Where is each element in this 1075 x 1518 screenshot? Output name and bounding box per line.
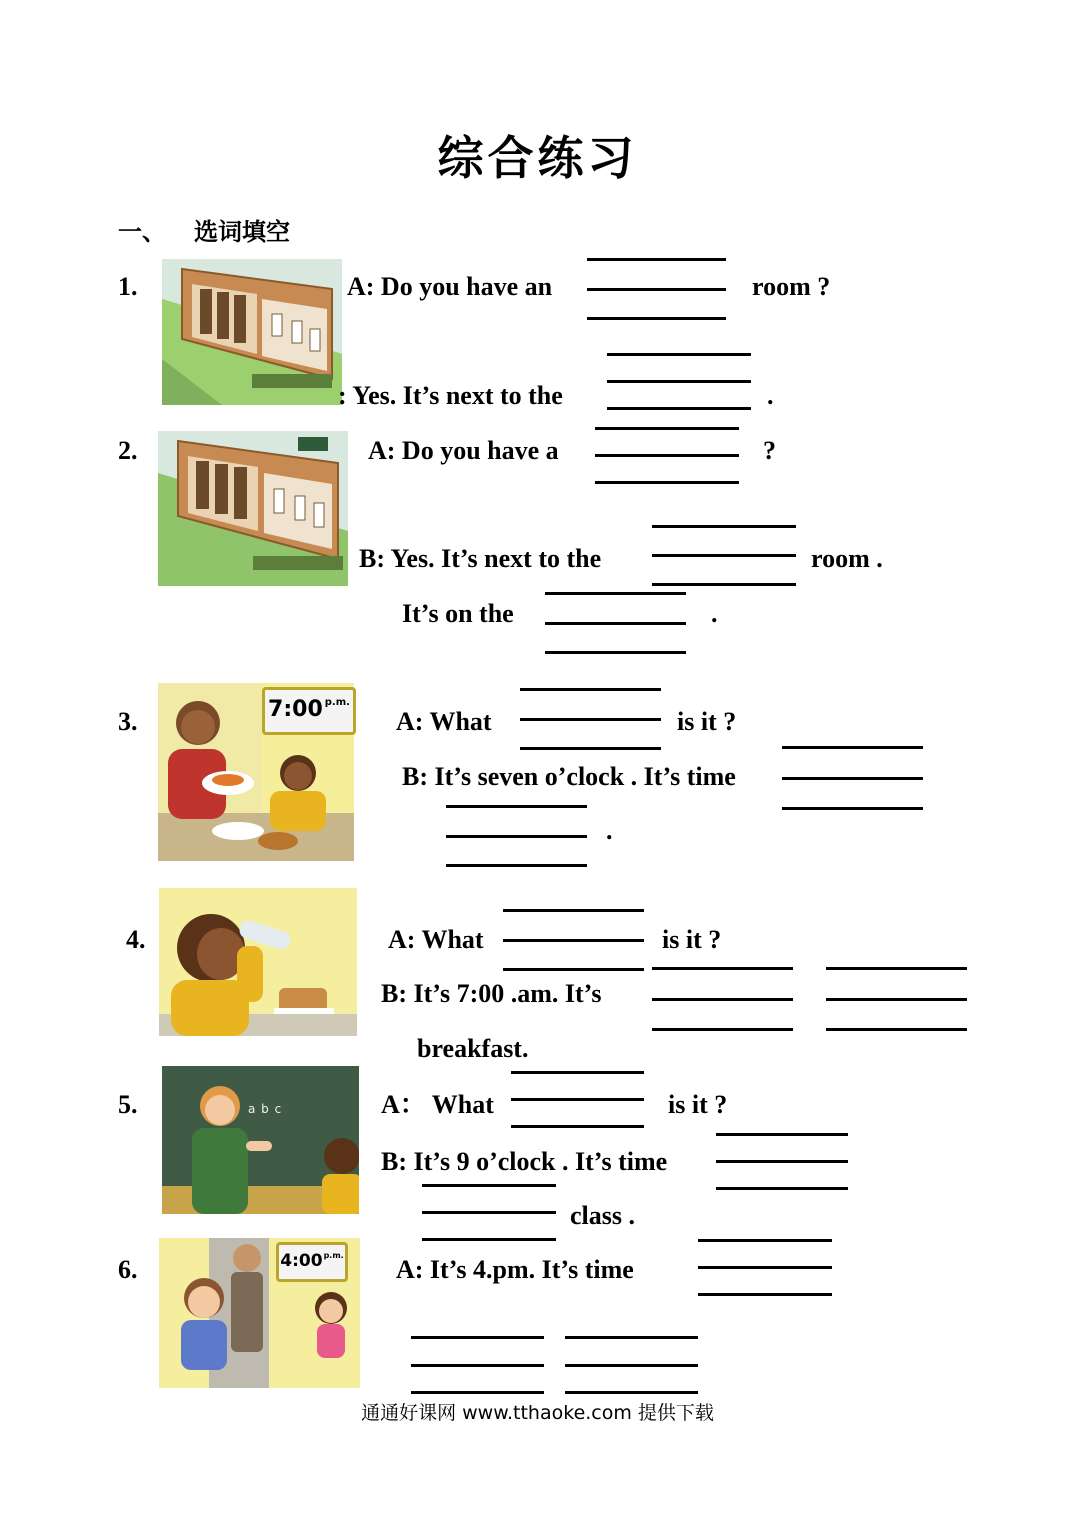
answer-blank[interactable] (565, 1336, 698, 1394)
answer-blank[interactable] (782, 746, 923, 810)
answer-blank[interactable] (545, 592, 686, 654)
item-number: 6. (118, 1255, 138, 1284)
section-label: 选词填空 (194, 218, 290, 246)
clock-time: 7:00 (268, 697, 323, 722)
answer-blank[interactable] (422, 1184, 556, 1241)
section-number: 一、 (118, 218, 166, 246)
clock-time: 4:00 (280, 1251, 323, 1271)
footer-text: 通通好课网 www.tthaoke.com 提供下载 (361, 1402, 714, 1424)
question-a-tail: is it ? (677, 707, 737, 736)
answer-b: B: It’s 7:00 .am. It’s (381, 979, 602, 1008)
answer-c: breakfast. (417, 1034, 529, 1063)
answer-c-tail: . (606, 816, 613, 845)
clock-display (262, 687, 356, 735)
breakfast-image (159, 888, 357, 1036)
answer-b: : Yes. It’s next to the (338, 381, 563, 410)
question-a-tail: ? (763, 436, 776, 465)
answer-blank[interactable] (520, 688, 661, 750)
page-title: 综合练习 (437, 131, 638, 185)
answer-b: B: It’s 9 o’clock . It’s time (381, 1147, 668, 1176)
answer-blank[interactable] (503, 909, 644, 971)
item-number: 2. (118, 436, 138, 465)
answer-blank[interactable] (607, 353, 751, 410)
item-number: 5. (118, 1090, 138, 1119)
classroom-image (162, 1066, 359, 1214)
question-a: A: Do you have an (347, 272, 553, 301)
answer-c-tail: . (711, 599, 718, 628)
answer-b: B: It’s seven o’clock . It’s time (402, 762, 736, 791)
item-number: 3. (118, 707, 138, 736)
question-a-tail: room ? (752, 272, 831, 301)
question-a-tail: is it ? (662, 925, 722, 954)
answer-c: It’s on the (402, 599, 514, 628)
clock-suffix: p.m. (323, 1251, 344, 1260)
answer-c: class . (570, 1201, 635, 1230)
question-a: A: What (396, 707, 492, 736)
answer-blank[interactable] (716, 1133, 848, 1190)
question-a-tail: is it ? (668, 1090, 728, 1119)
item-number: 4. (126, 925, 146, 954)
answer-blank[interactable] (698, 1239, 832, 1296)
answer-blank[interactable] (446, 805, 587, 867)
question-a: A: It’s 4.pm. It’s time (396, 1255, 634, 1284)
school-building-image (158, 431, 348, 586)
answer-blank[interactable] (511, 1071, 644, 1128)
answer-b-tail: . (767, 381, 774, 410)
answer-blank[interactable] (652, 967, 793, 1031)
answer-blank[interactable] (595, 427, 739, 484)
question-a: A： What (381, 1090, 494, 1119)
answer-blank[interactable] (826, 967, 967, 1031)
answer-blank[interactable] (652, 525, 796, 586)
school-building-image (162, 259, 342, 405)
answer-b: B: Yes. It’s next to the (359, 544, 602, 573)
clock-display (276, 1242, 348, 1282)
section-heading (118, 212, 290, 247)
clock-suffix: p.m. (324, 697, 350, 708)
answer-blank[interactable] (411, 1336, 544, 1394)
item-number: 1. (118, 272, 138, 301)
answer-blank[interactable] (587, 258, 726, 320)
answer-b-tail: room . (811, 544, 883, 573)
question-a: A: What (388, 925, 484, 954)
question-a: A: Do you have a (368, 436, 559, 465)
chalkboard-text: a b c (248, 1102, 283, 1116)
